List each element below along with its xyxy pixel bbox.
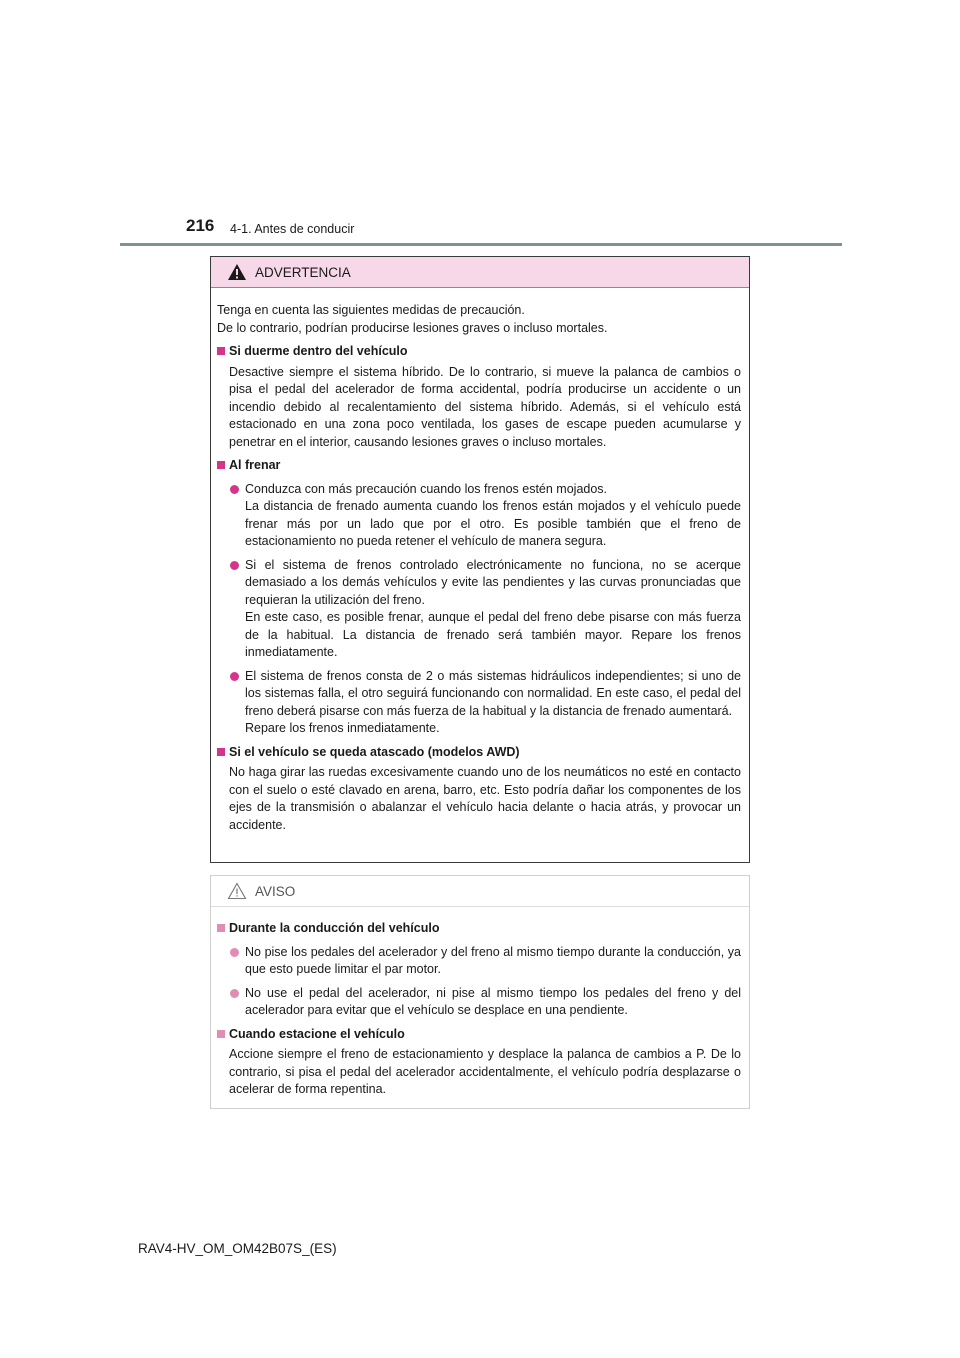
section-title: 4-1. Antes de conducir xyxy=(230,222,355,236)
notice-text-parking: Accione siempre el freno de estacionamiento y desplace la palanca de cambios a P. De lo contrario, si pisa el pedal del acelerador accidentalmente, el vehículo podría desplazarse o acelerar de forma repentina. xyxy=(229,1047,741,1096)
warning-title: ADVERTENCIA xyxy=(255,265,351,280)
square-marker-icon xyxy=(217,1030,225,1038)
warning-heading-sleep: Si duerme dentro del vehículo xyxy=(217,343,741,361)
list-item: Conduzca con más precaución cuando los frenos estén mojados. La distancia de frenado aumenta cuando los frenos están mojados y el vehículo puede frenar más por un lado que por el otro. Es posible también que el freno de estacionamiento no pueda retener el vehículo de manera segura. xyxy=(217,481,741,551)
warning-text-stuck: No haga girar las ruedas excesivamente cuando uno de los neumáticos no esté en contacto con el suelo o esté clavado en arena, barro, etc. Esto podría dañar los componentes de los ejes de la transmisión o abalanzar el vehículo hacia delante o hacia atrás, y provocar un accidente. xyxy=(229,765,741,832)
warning-body xyxy=(211,288,749,834)
list-item: No use el pedal del acelerador, ni pise al mismo tiempo los pedales del freno y del acelerador para evitar que el vehículo se desplace en una pendiente. xyxy=(217,985,741,1020)
warning-intro-1: Tenga en cuenta las siguientes medidas de precaución. xyxy=(217,303,525,317)
warning-text-sleep: Desactive siempre el sistema híbrido. De lo contrario, si mueve la palanca de cambios o pisa el pedal del acelerador de forma accidental, podría producirse un accidente o un incendio debido al recalentamiento del sistema híbrido. Además, si el vehículo está estacionado en una zona poco ventilada, los gases de escape pueden acumularse y penetrar en el interior, causando lesiones graves o incluso mortales. xyxy=(229,364,741,449)
warning-intro-2: De lo contrario, podrían producirse lesiones graves o incluso mortales. xyxy=(217,320,608,335)
list-item: No pise los pedales del acelerador y del freno al mismo tiempo durante la conducción, ya que esto puede limitar el par motor. xyxy=(217,944,741,979)
square-marker-icon xyxy=(217,461,225,469)
notice-heading-driving: Durante la conducción del vehículo xyxy=(217,920,741,938)
bullet-dot-icon xyxy=(230,485,239,494)
square-marker-icon xyxy=(217,748,225,756)
warning-triangle-icon xyxy=(227,263,247,281)
header-rule xyxy=(120,243,842,246)
notice-heading-parking: Cuando estacione el vehículo xyxy=(217,1026,741,1044)
notice-box xyxy=(210,875,750,1109)
notice-body xyxy=(211,907,749,1099)
square-marker-icon xyxy=(217,347,225,355)
bullet-dot-icon xyxy=(230,948,239,957)
warning-heading-braking: Al frenar xyxy=(217,457,741,475)
page-number: 216 xyxy=(186,216,215,235)
notice-header xyxy=(211,876,749,907)
notice-triangle-icon xyxy=(227,882,247,900)
bullet-dot-icon xyxy=(230,672,239,681)
bullet-dot-icon xyxy=(230,561,239,570)
bullet-dot-icon xyxy=(230,989,239,998)
square-marker-icon xyxy=(217,924,225,932)
warning-box xyxy=(210,256,750,863)
list-item: El sistema de frenos consta de 2 o más sistemas hidráulicos independientes; si uno de los sistemas falla, el otro seguirá funcionando con normalidad. En este caso, el pedal del freno deberá pisarse con más fuerza de la habitual y la distancia de frenado aumentará. Repare los frenos inmediatamente. xyxy=(217,668,741,738)
document-id: RAV4-HV_OM_OM42B07S_(ES) xyxy=(138,1241,337,1256)
warning-heading-stuck: Si el vehículo se queda atascado (modelos AWD) xyxy=(217,744,741,762)
warning-header xyxy=(211,257,749,288)
list-item: Si el sistema de frenos controlado electrónicamente no funciona, no se acerque demasiado a los demás vehículos y evite las pendientes y las curvas pronunciadas que requieran la utilización del freno. En este caso, es posible frenar, aunque el pedal del freno debe pisarse con más fuerza de la habitual. La distancia de frenado será también mayor. Repare los frenos inmediatamente. xyxy=(217,557,741,662)
notice-title: AVISO xyxy=(255,884,296,899)
